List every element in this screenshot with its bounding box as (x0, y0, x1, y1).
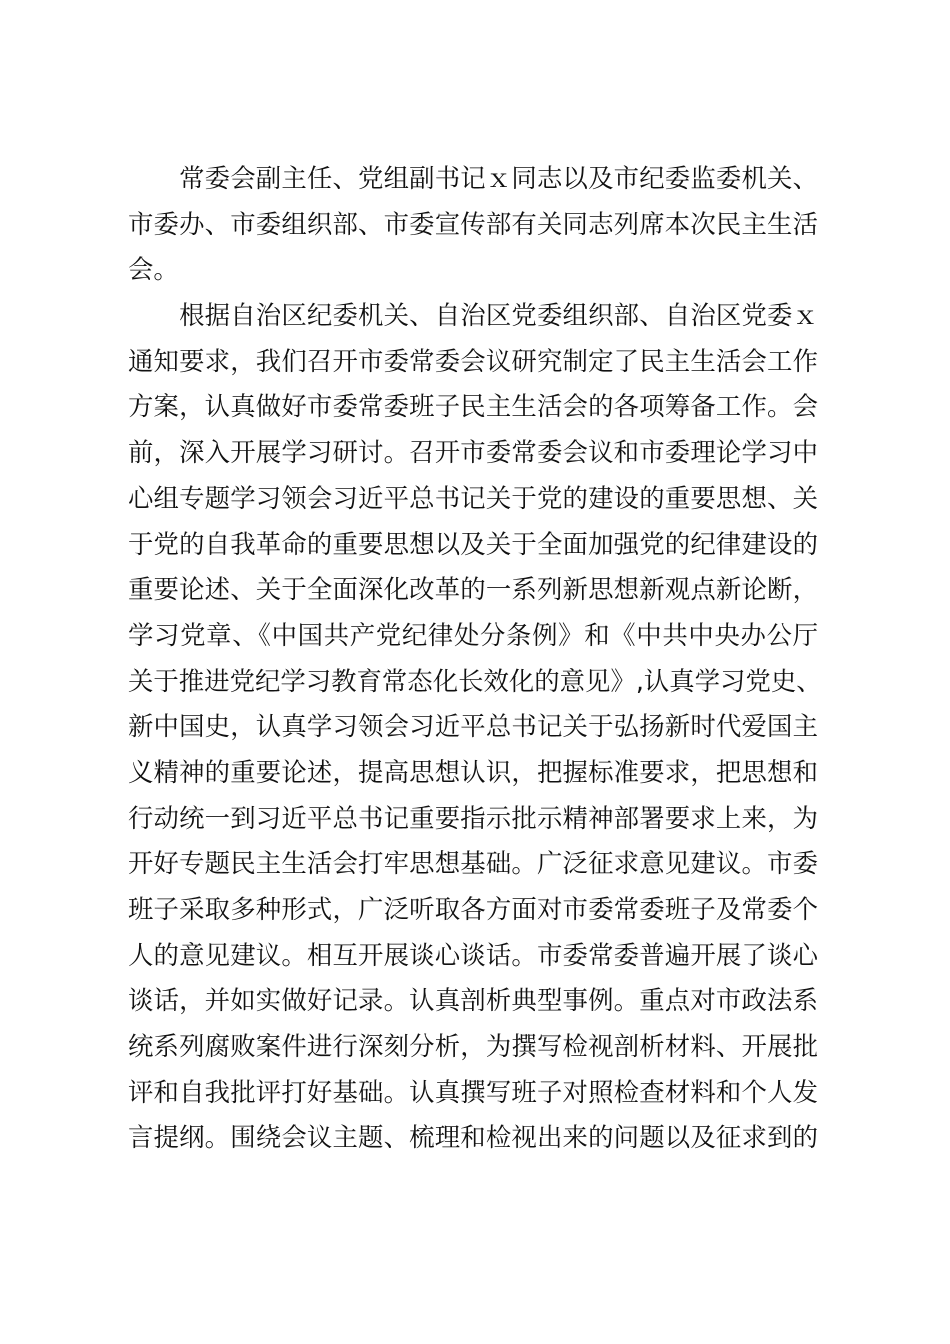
paragraph-line: 根据自治区纪委机关、自治区党委组织部、自治区党委ｘ (128, 300, 818, 331)
paragraph-line: 常委会副主任、党组副书记ｘ同志以及市纪委监委机关、 (128, 163, 818, 193)
paragraph-line: 心组专题学习领会习近平总书记关于党的建设的重要思想、关 (128, 482, 818, 513)
paragraph-line: 前，深入开展学习研讨。召开市委常委会议和市委理论学习中 (128, 437, 818, 468)
paragraph-line: 人的意见建议。相互开展谈心谈话。市委常委普遍开展了谈心 (128, 939, 818, 970)
paragraph-line: 关于推进党纪学习教育常态化长效化的意见》,认真学习党史、 (128, 665, 822, 696)
paragraph-line: 学习党章、《中国共产党纪律处分条例》和《中共中央办公厅 (128, 619, 818, 650)
paragraph-line: 于党的自我革命的重要思想以及关于全面加强党的纪律建设的 (128, 528, 818, 559)
paragraph-1 (128, 156, 818, 293)
paragraph-line: 开好专题民主生活会打牢思想基础。广泛征求意见建议。市委 (128, 848, 818, 879)
paragraph-line: 谈话，并如实做好记录。认真剖析典型事例。重点对市政法系 (128, 985, 818, 1016)
paragraph-line: 方案，认真做好市委常委班子民主生活会的各项筹备工作。会 (128, 391, 818, 422)
paragraph-line: 言提纲。围绕会议主题、梳理和检视出来的问题以及征求到的 (128, 1122, 818, 1153)
paragraph-line: 会。 (128, 254, 179, 285)
paragraph-line: 市委办、市委组织部、市委宣传部有关同志列席本次民主生活 (128, 208, 818, 239)
paragraph-line: 新中国史，认真学习领会习近平总书记关于弘扬新时代爱国主 (128, 711, 818, 742)
paragraph-line: 重要论述、关于全面深化改革的一系列新思想新观点新论断， (128, 574, 818, 605)
document-body (128, 156, 822, 1161)
paragraph-2 (128, 293, 822, 1161)
paragraph-line: 评和自我批评打好基础。认真撰写班子对照检查材料和个人发 (128, 1076, 818, 1107)
paragraph-line: 统系列腐败案件进行深刻分析，为撰写检视剖析材料、开展批 (128, 1031, 818, 1062)
paragraph-line: 行动统一到习近平总书记重要指示批示精神部署要求上来，为 (128, 802, 818, 833)
paragraph-line: 通知要求，我们召开市委常委会议研究制定了民主生活会工作 (128, 345, 818, 376)
paragraph-line: 班子采取多种形式，广泛听取各方面对市委常委班子及常委个 (128, 894, 818, 924)
paragraph-line: 义精神的重要论述，提高思想认识，把握标准要求，把思想和 (128, 756, 818, 787)
